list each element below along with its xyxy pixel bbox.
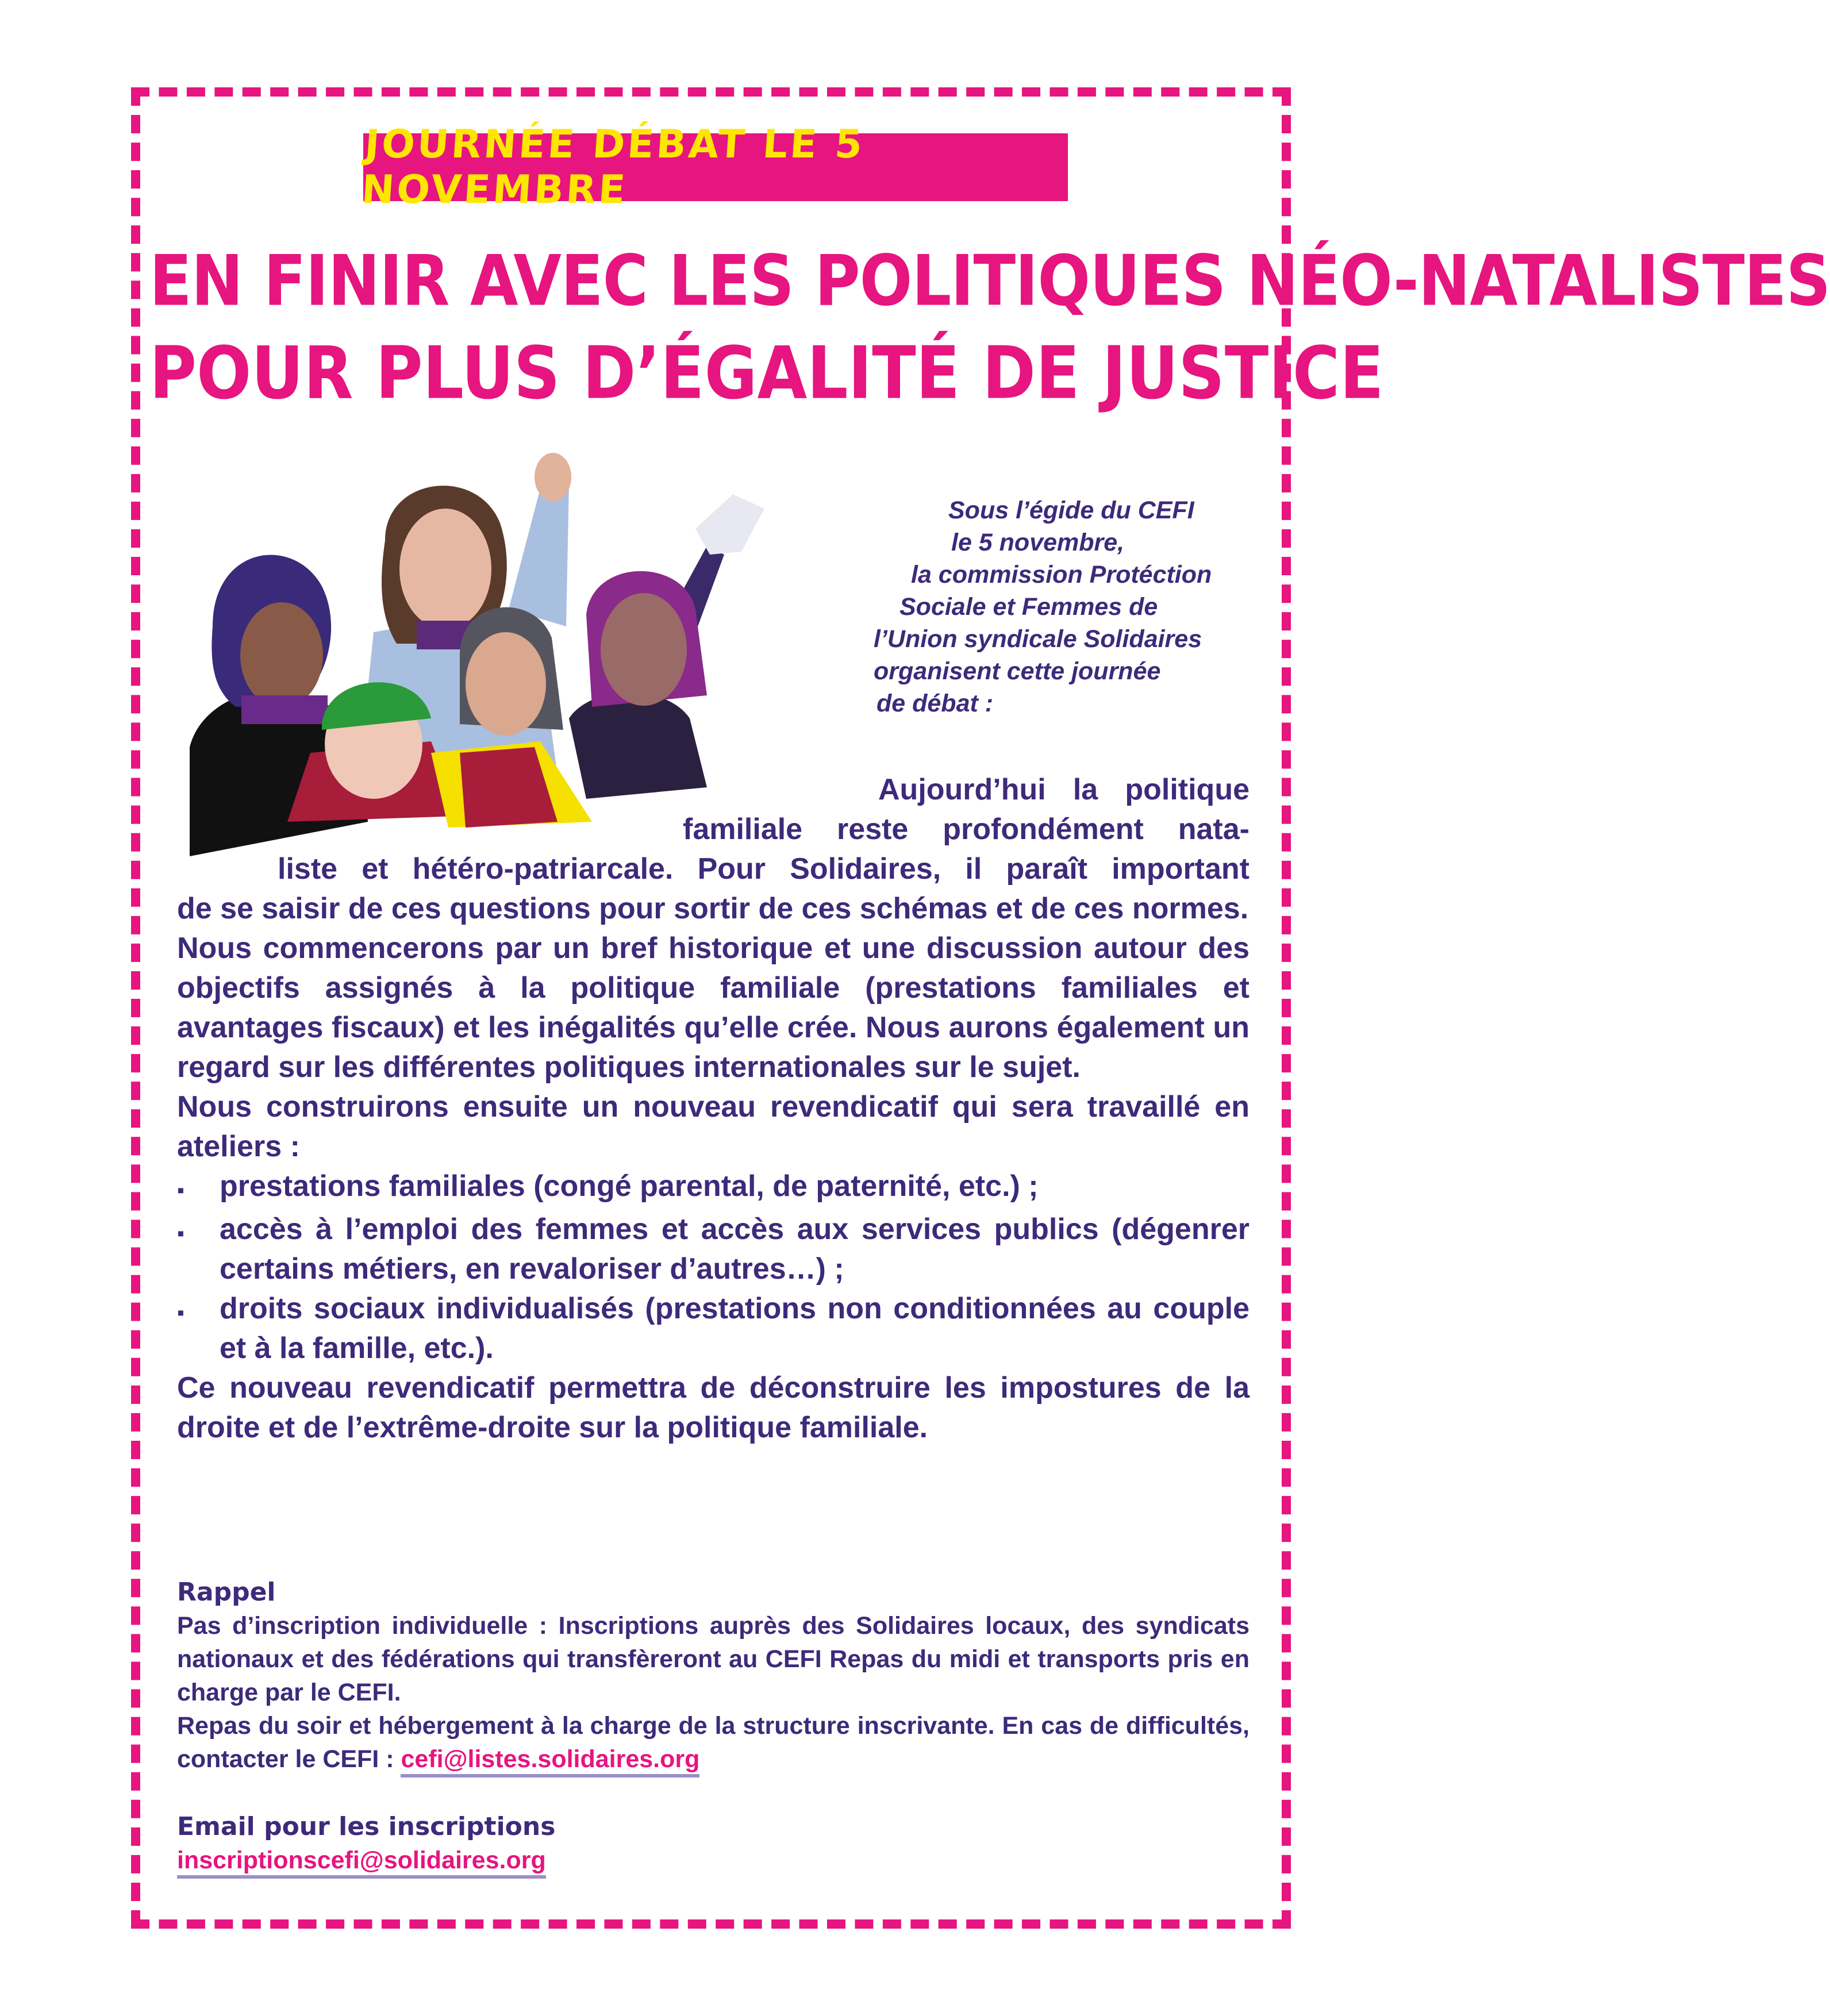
paragraph-4: Ce nouveau revendicatif permettra de déconstruire les impostures de la droite et de l’extrême-droite sur la politique familiale.: [177, 1371, 1250, 1444]
paragraph-3: Nous construirons ensuite un nouveau revendicatif qui sera travaillé en ateliers :: [177, 1090, 1250, 1163]
title-line-2: POUR PLUS D’ÉGALITÉ DE JUSTICE: [149, 332, 1384, 415]
cefi-email-link[interactable]: cefi@listes.solidaires.org: [401, 1745, 699, 1778]
inscriptions-heading: Email pour les inscriptions: [177, 1812, 556, 1841]
lead-line-2: familiale reste profondément nata-: [683, 813, 1250, 846]
inscriptions-email-link[interactable]: inscriptionscefi@solidaires.org: [177, 1846, 546, 1879]
paragraph-2: Nous commencerons par un bref historique et une discussion autour des objectifs assignés à la politique familiale (prestations familiales et avantages fiscaux) et les inégalités qu’elle crée. Nous aurons également un regard sur les différentes politiques internationales sur le sujet.: [177, 932, 1250, 1084]
date-banner: [360, 122, 1068, 213]
intro-line: le 5 novembre,: [951, 529, 1125, 556]
megaphone-icon: [695, 494, 764, 555]
rappel-paragraph-2: Repas du soir et hébergement à la charge de la structure inscrivante. En cas de difficultés, contacter le CEFI : cefi@listes.solidaires.org: [177, 1709, 1250, 1776]
banner-text: JOURNÉE DÉBAT LE 5 NOVEMBRE: [360, 122, 866, 213]
list-item: ▪ accès à l’emploi des femmes et accès aux services publics (dégenrer certains métiers, en revaloriser d’autres…) ;: [177, 1210, 1250, 1289]
lead-line-3: liste et hétéro-patriarcale. Pour Solidaires, il paraît important: [278, 852, 1250, 886]
bullet-icon: ▪: [177, 1178, 184, 1202]
rappel-paragraph-1: Pas d’inscription individuelle : Inscriptions auprès des Solidaires locaux, des syndicats nationaux et des fédérations qui transfèreront au CEFI Repas du midi et transports pris en charge par le CEFI.: [177, 1612, 1250, 1706]
list-item: ▪ prestations familiales (congé parental, de paternité, etc.) ;: [177, 1167, 1250, 1210]
intro-line: Sociale et Femmes de: [899, 593, 1158, 621]
bullet-icon: ▪: [177, 1221, 184, 1245]
intro-line: de débat :: [876, 690, 994, 717]
intro-line: Sous l’égide du CEFI: [948, 497, 1194, 524]
intro-line: la commission Protéction: [911, 561, 1212, 588]
paragraph-1-rest: de se saisir de ces questions pour sortir de ces schémas et de ces normes.: [177, 892, 1249, 925]
list-item: ▪ droits sociaux individualisés (prestations non conditionnées au couple et à la famille, etc.).: [177, 1289, 1250, 1368]
inscriptions-section: [177, 1810, 1250, 1877]
body-text: [177, 770, 1250, 1448]
lead-line-1: Aujourd’hui la politique: [878, 773, 1250, 806]
intro-block: [851, 494, 1276, 720]
bullet-icon: ▪: [177, 1301, 184, 1324]
intro-line: organisent cette journée: [874, 657, 1161, 685]
intro-line: l’Union syndicale Solidaires: [874, 625, 1202, 653]
rappel-section: [177, 1576, 1250, 1776]
rappel-heading: Rappel: [177, 1578, 276, 1607]
title-line-1: EN FINIR AVEC LES POLITIQUES NÉO-NATALISTES: [149, 241, 1830, 322]
